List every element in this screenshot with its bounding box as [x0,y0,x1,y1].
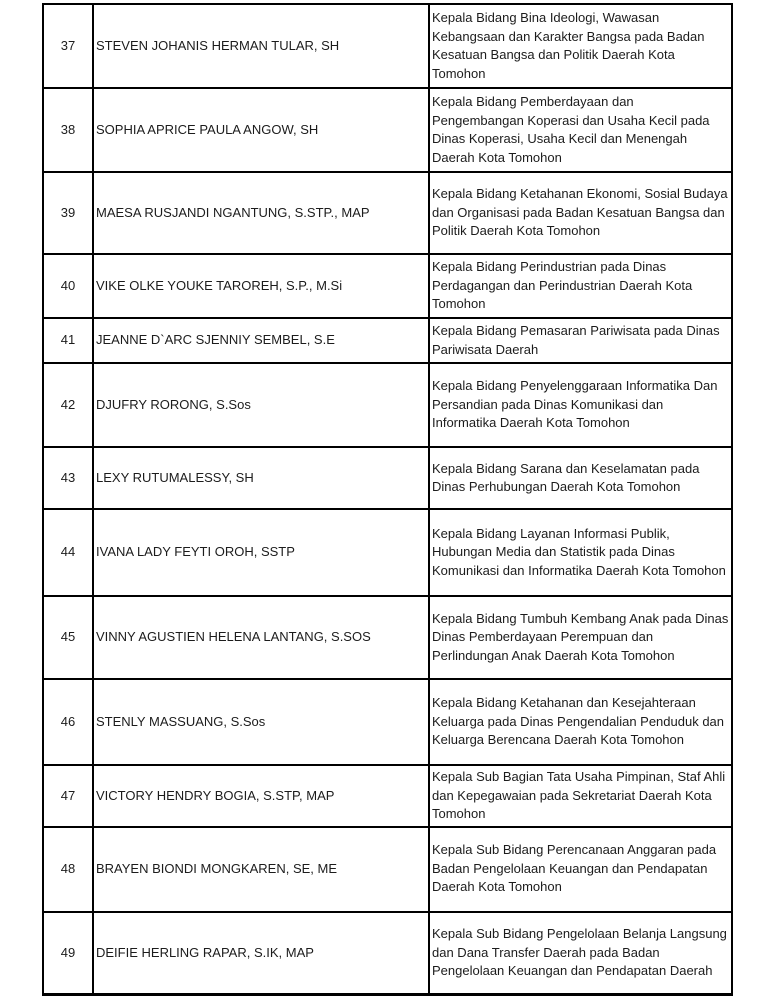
position-title: Kepala Bidang Sarana dan Keselamatan pada Dinas Perhubungan Daerah Kota Tomohon [429,447,732,509]
table-row [43,765,732,827]
position-title: Kepala Bidang Bina Ideologi, Wawasan Kebangsaan dan Karakter Bangsa pada Badan Kesatuan Bangsa dan Politik Daerah Kota Tomohon [429,4,732,88]
official-name: STEVEN JOHANIS HERMAN TULAR, SH [93,4,429,88]
official-name: VICTORY HENDRY BOGIA, S.STP, MAP [93,765,429,827]
row-number: 44 [43,509,93,596]
official-name: MAESA RUSJANDI NGANTUNG, S.STP., MAP [93,172,429,254]
official-name: STENLY MASSUANG, S.Sos [93,679,429,765]
row-number: 46 [43,679,93,765]
official-name: DJUFRY RORONG, S.Sos [93,363,429,447]
table-row [43,447,732,509]
official-name: DEIFIE HERLING RAPAR, S.IK, MAP [93,912,429,995]
row-number: 42 [43,363,93,447]
table-row [43,318,732,363]
row-number: 48 [43,827,93,912]
position-title: Kepala Sub Bidang Pengelolaan Belanja Langsung dan Dana Transfer Daerah pada Badan Pengelolaan Keuangan dan Pendapatan Daerah [429,912,732,995]
row-number: 37 [43,4,93,88]
official-name: VINNY AGUSTIEN HELENA LANTANG, S.SOS [93,596,429,679]
table-row [43,827,732,912]
row-number: 41 [43,318,93,363]
position-title: Kepala Bidang Tumbuh Kembang Anak pada Dinas Dinas Pemberdayaan Perempuan dan Perlindungan Anak Daerah Kota Tomohon [429,596,732,679]
official-name: VIKE OLKE YOUKE TAROREH, S.P., M.Si [93,254,429,318]
position-title: Kepala Bidang Pemberdayaan dan Pengembangan Koperasi dan Usaha Kecil pada Dinas Koperasi, Usaha Kecil dan Menengah Daerah Kota Tomohon [429,88,732,172]
table-row [43,912,732,995]
position-title: Kepala Sub Bidang Perencanaan Anggaran pada Badan Pengelolaan Keuangan dan Pendapatan Daerah Kota Tomohon [429,827,732,912]
position-title: Kepala Sub Bagian Tata Usaha Pimpinan, Staf Ahli dan Kepegawaian pada Sekretariat Daerah Kota Tomohon [429,765,732,827]
row-number: 39 [43,172,93,254]
row-number: 47 [43,765,93,827]
row-number: 40 [43,254,93,318]
table-row [43,172,732,254]
row-number: 49 [43,912,93,995]
official-name: LEXY RUTUMALESSY, SH [93,447,429,509]
position-title: Kepala Bidang Pemasaran Pariwisata pada Dinas Pariwisata Daerah [429,318,732,363]
position-title: Kepala Bidang Layanan Informasi Publik, Hubungan Media dan Statistik pada Dinas Komunikasi dan Informatika Daerah Kota Tomohon [429,509,732,596]
position-title: Kepala Bidang Perindustrian pada Dinas Perdagangan dan Perindustrian Daerah Kota Tomohon [429,254,732,318]
row-number: 45 [43,596,93,679]
table-row [43,596,732,679]
table-row [43,679,732,765]
table-row [43,363,732,447]
official-name: IVANA LADY FEYTI OROH, SSTP [93,509,429,596]
position-title: Kepala Bidang Penyelenggaraan Informatika Dan Persandian pada Dinas Komunikasi dan Informatika Daerah Kota Tomohon [429,363,732,447]
official-name: BRAYEN BIONDI MONGKAREN, SE, ME [93,827,429,912]
table-row [43,509,732,596]
position-title: Kepala Bidang Ketahanan Ekonomi, Sosial Budaya dan Organisasi pada Badan Kesatuan Bangsa dan Politik Daerah Kota Tomohon [429,172,732,254]
row-number: 38 [43,88,93,172]
table-row [43,254,732,318]
position-title: Kepala Bidang Ketahanan dan Kesejahteraan Keluarga pada Dinas Pengendalian Penduduk dan Keluarga Berencana Daerah Kota Tomohon [429,679,732,765]
row-number: 43 [43,447,93,509]
official-name: SOPHIA APRICE PAULA ANGOW, SH [93,88,429,172]
table-row [43,88,732,172]
officials-table [42,3,733,996]
official-name: JEANNE D`ARC SJENNIY SEMBEL, S.E [93,318,429,363]
table-row [43,4,732,88]
